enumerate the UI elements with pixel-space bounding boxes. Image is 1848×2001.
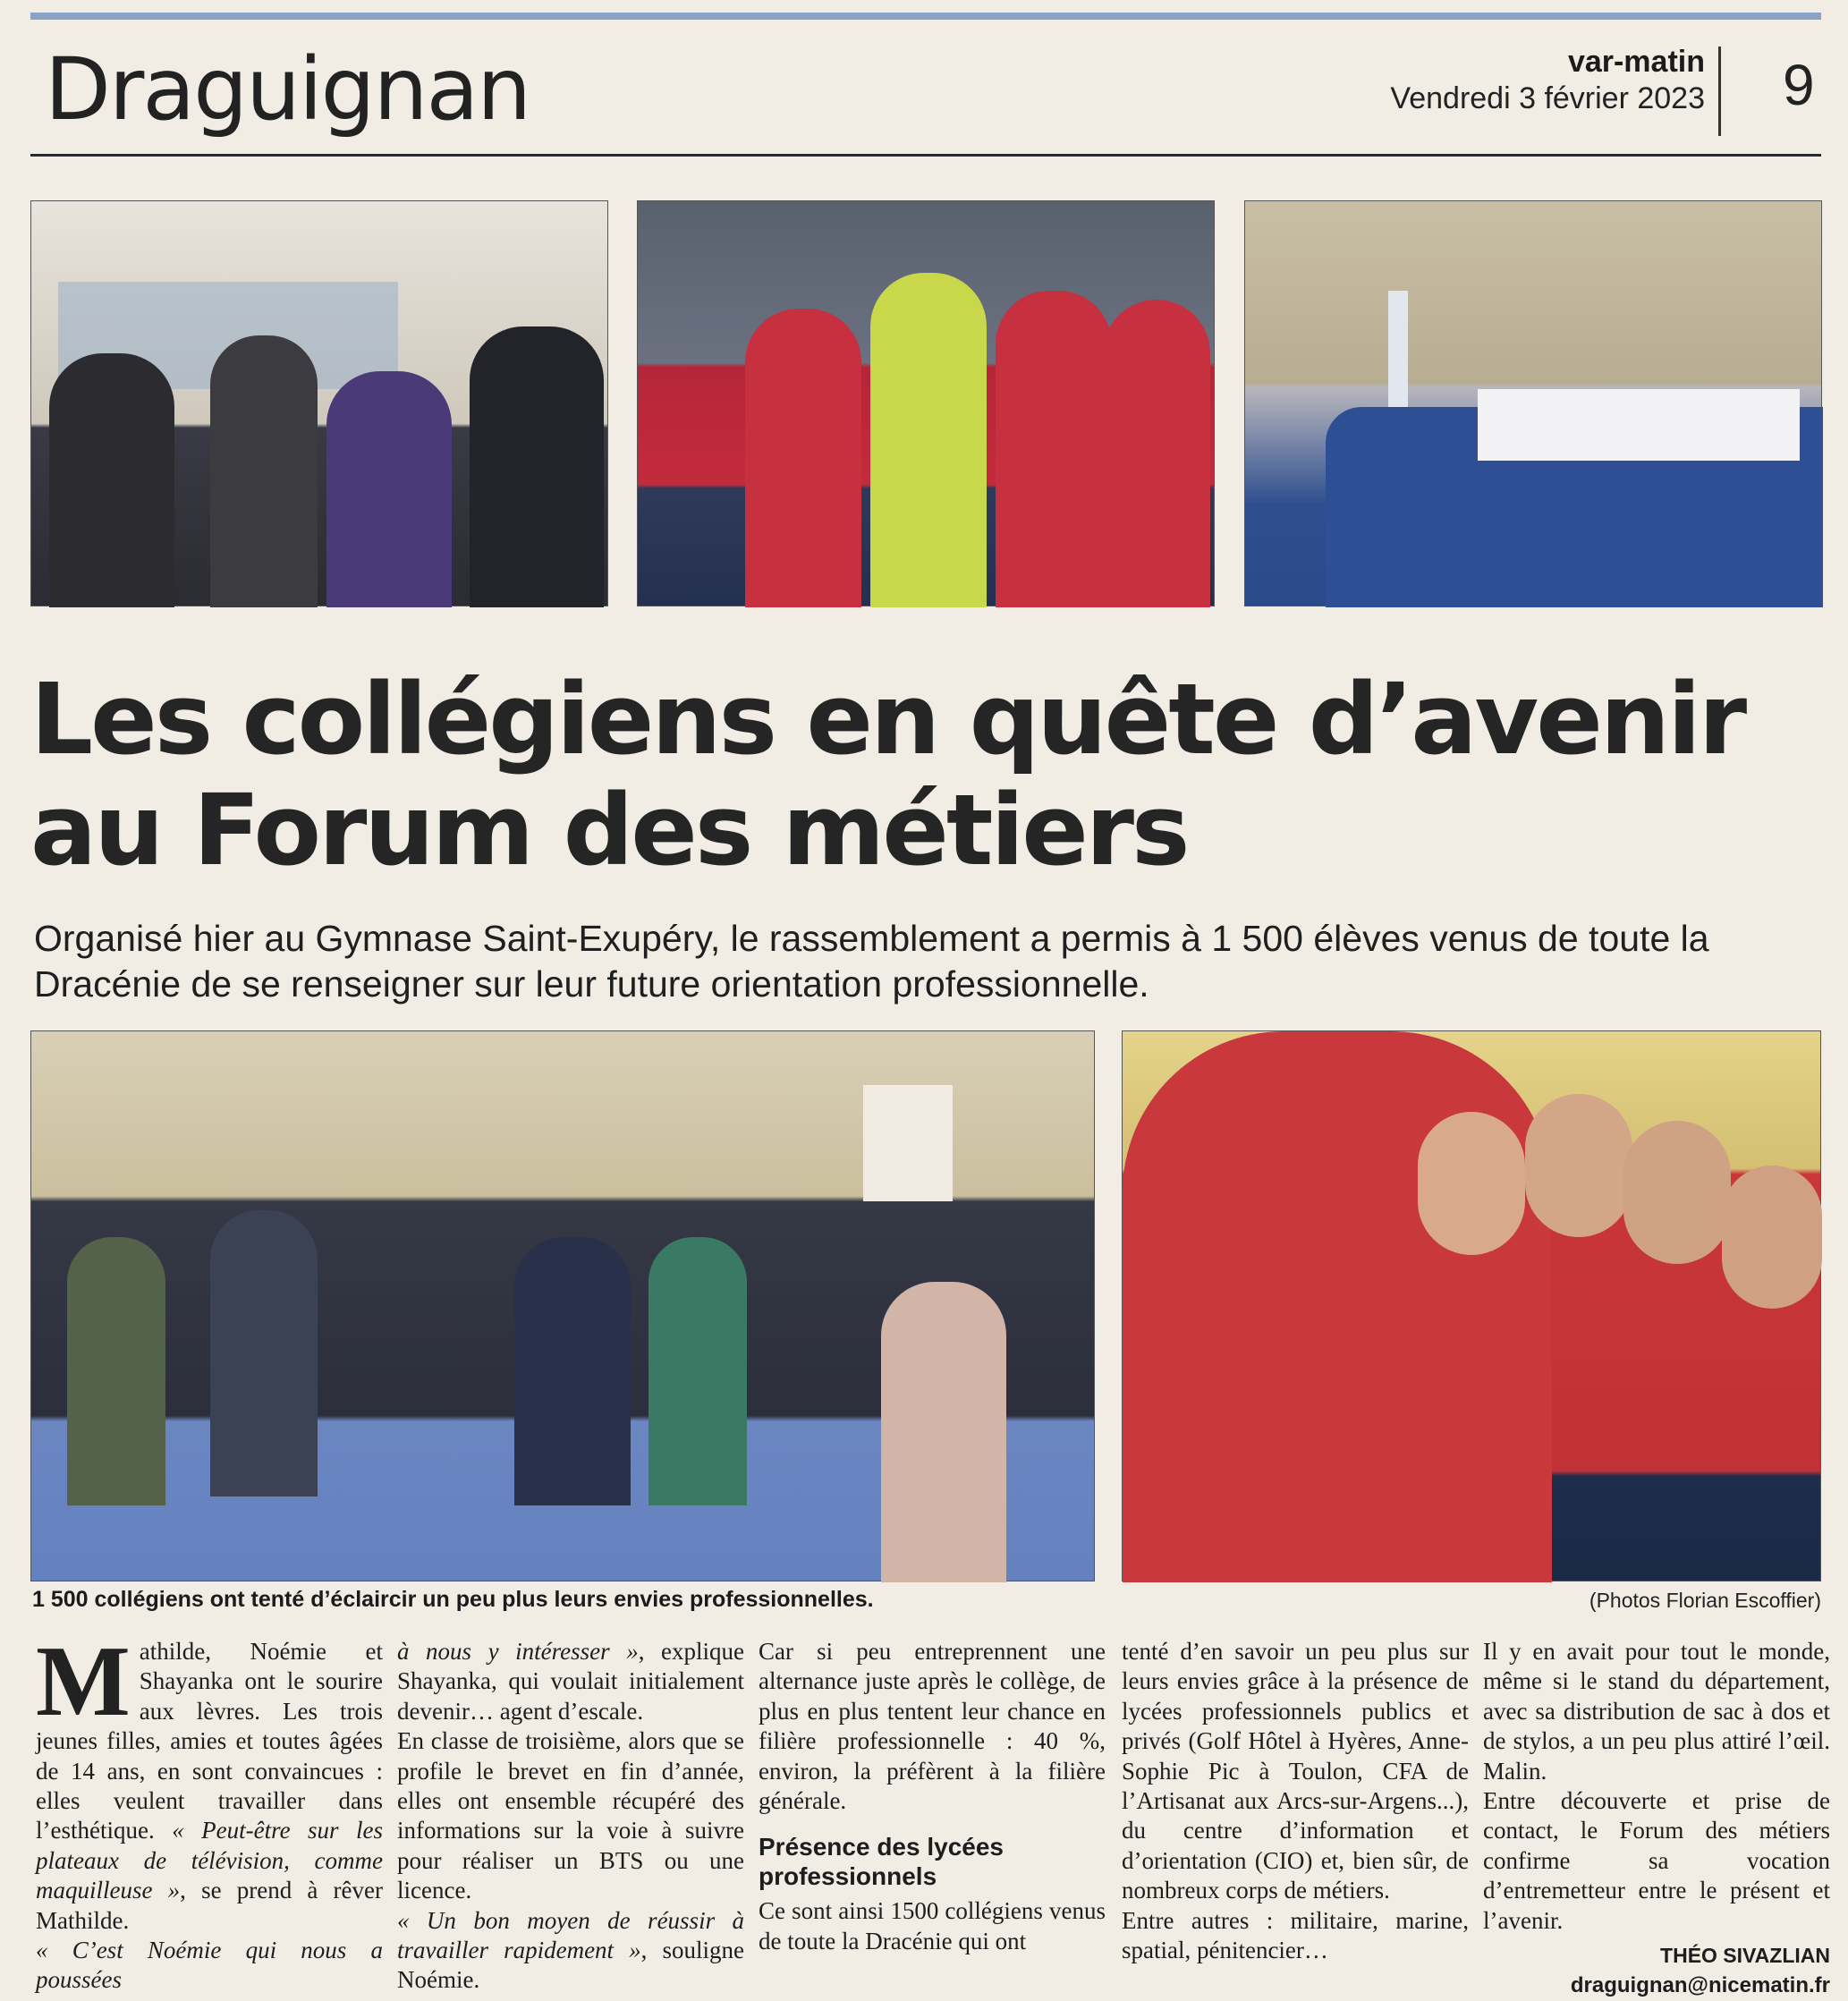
col3-text-1: Car si peu entreprennent une alternance juste après le collège, de plus en plus tentent leur chance en filière professionnelle : 40 %, environ, la préfèrent à la filière générale. (759, 1638, 1106, 1815)
masthead-divider (1718, 47, 1721, 136)
photo-caption: 1 500 collégiens ont tenté d’éclaircir un peu plus leurs envies professionnelles. (32, 1587, 874, 1612)
headline-line-1: Les collégiens en quête d’avenir (30, 662, 1745, 776)
photo-credit: (Photos Florian Escoffier) (1589, 1589, 1821, 1612)
col5-text-1: Il y en avait pour tout le monde, même si le stand du département, avec sa distribution de sac à dos et de stylos, a un peu plus attiré l’œil. Malin. (1483, 1638, 1830, 1785)
col2-quote-continued: à nous y intéresser » (397, 1638, 639, 1665)
col4-text-2: Entre autres : militaire, marine, spatial, pénitencier… (1122, 1906, 1469, 1964)
section-title: Draguignan (45, 39, 530, 140)
intertitle: Présence des lycées professionnels (759, 1833, 1004, 1891)
issue-date: Vendredi 3 février 2023 (1390, 81, 1705, 115)
article-headline (30, 664, 1828, 886)
col5-text-2: Entre découverte et prise de contact, le Forum des métiers confirme sa vocation d’entremetteur entre le présent et l’avenir. (1483, 1787, 1830, 1934)
body-column-4 (1122, 1637, 1469, 1965)
col1-quote-2: « C’est Noémie qui nous a poussées (36, 1937, 383, 1994)
masthead (1390, 45, 1705, 116)
body-column-1 (36, 1626, 384, 1996)
col2-text-2: En classe de troisième, alors que se profile le brevet en fin d’année, elles ont ensemble récupéré des informations sur la voie à suivre pour réaliser un BTS ou une licence. (397, 1727, 744, 1904)
body-column-5 (1483, 1637, 1830, 2001)
author-byline: THÉO SIVAZLIAN (1660, 1944, 1830, 1968)
body-column-2 (397, 1637, 744, 1996)
page-number: 9 (1783, 53, 1815, 117)
photo-students-at-poster-stand (30, 200, 608, 606)
headline-line-2: au Forum des métiers (30, 773, 1188, 887)
photo-boys-listening (1122, 1030, 1821, 1581)
col1-text-end: , se prend à rêver Mathilde. (36, 1877, 383, 1934)
top-color-bar (30, 13, 1821, 20)
body-column-3 (759, 1637, 1106, 1956)
col2-quote-3: « Un bon moyen de réussir à travailler rapidement » (397, 1906, 744, 1964)
author-email: draguignan@nicematin.fr (1570, 1973, 1830, 1998)
col4-text-1: tenté d’en savoir un peu plus sur leurs envies grâce à la présence de lycées professionnels publics et privés (Golf Hôtel à Hyères, Anne-Sophie Pic à Toulon, CFA de l’Artisanat aux Arcs-sur-Argens...), du centre d’information et d’orientation (CIO) et, bien sûr, de nombreux corps de métiers. (1122, 1638, 1469, 1904)
col3-text-2: Ce sont ainsi 1500 collégiens venus de toute la Dracénie qui ont (759, 1897, 1106, 1954)
photo-young-firefighters (637, 200, 1215, 606)
col1-text: athilde, Noémie et Shayanka ont le sourire aux lèvres. Les trois jeunes filles, amies et toutes âgées de 14 ans, en sont convaincues : elles veulent travailler dans l’esthétique. (36, 1638, 383, 1844)
article-lede: Organisé hier au Gymnase Saint-Exupéry, le rassemblement a permis à 1 500 élèves venus de toute la Dracénie de se renseigner sur leur future orientation professionnelle. (34, 918, 1709, 1005)
drop-cap: M (36, 1626, 131, 1737)
header-rule (30, 154, 1821, 157)
photo-forum-hall-table (1244, 200, 1822, 606)
newspaper-name: var-matin (1567, 45, 1705, 79)
col2-text-1: , explique Shayanka, qui voulait initialement devenir… agent d’escale. (397, 1638, 744, 1725)
col1-quote-1: « Peut-être sur les plateaux de télévision, comme maquilleuse » (36, 1817, 384, 1904)
col2-text-end: , souligne Noémie. (397, 1937, 744, 1994)
photo-crowd-of-students (30, 1030, 1095, 1581)
